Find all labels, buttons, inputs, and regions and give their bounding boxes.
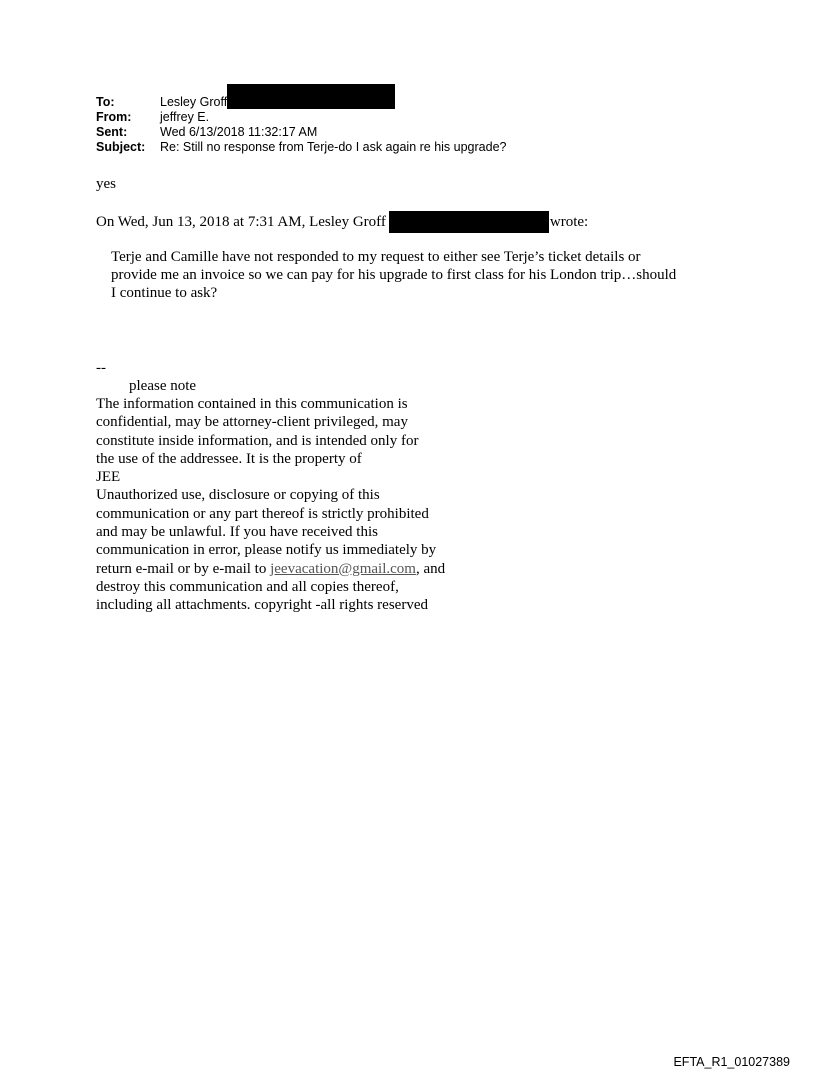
notice-line: including all attachments. copyright -all rights reserved (96, 597, 428, 614)
reply-text: yes (96, 176, 116, 192)
notice-line: The information contained in this communication is (96, 396, 408, 412)
email-suffix: , and (415, 560, 446, 577)
quoted-message (111, 248, 751, 302)
quoted-line: I continue to ask? (111, 285, 218, 301)
quote-wrote: wrote: (549, 214, 589, 230)
signature-note: please note (129, 378, 197, 394)
subject-label: Subject: (96, 140, 146, 154)
email-prefix: return e-mail or by e-mail to (96, 560, 271, 577)
notice-email-line (96, 560, 445, 578)
notice-line: communication in error, please notify us immediately by (96, 542, 437, 559)
header-to-row (96, 95, 506, 110)
redaction-box (227, 84, 395, 109)
header-from-row (96, 110, 506, 125)
notice-line: Unauthorized use, disclosure or copying of this (96, 487, 380, 504)
document-id: EFTA_R1_01027389 (673, 1055, 790, 1069)
from-label: From: (96, 110, 132, 124)
sent-value: Wed 6/13/2018 11:32:17 AM (160, 125, 318, 139)
email-link[interactable]: jeevacation@gmail.com (270, 560, 416, 577)
quoted-line: provide me an invoice so we can pay for his upgrade to first class for his London trip…should (111, 267, 677, 283)
redaction-box (389, 211, 549, 233)
quote-intro: On Wed, Jun 13, 2018 at 7:31 AM, Lesley Groff (96, 214, 386, 230)
header-subject-row (96, 140, 506, 155)
signature-separator: -- (96, 360, 106, 376)
notice-line: the use of the addressee. It is the property of (96, 450, 362, 467)
notice-line: confidential, may be attorney-client privileged, may (96, 414, 408, 431)
from-value: jeffrey E. (160, 110, 210, 124)
notice-line: and may be unlawful. If you have received this (96, 524, 378, 541)
quoted-line: Terje and Camille have not responded to my request to either see Terje’s ticket details or (111, 249, 641, 265)
notice-line: constitute inside information, and is intended only for (96, 432, 419, 449)
confidentiality-notice (96, 395, 445, 615)
notice-line: destroy this communication and all copies thereof, (96, 578, 399, 595)
notice-line: JEE (96, 469, 121, 486)
email-header (96, 95, 506, 155)
to-value: Lesley Groff (160, 95, 228, 109)
sent-label: Sent: (96, 125, 128, 139)
notice-line: communication or any part thereof is strictly prohibited (96, 505, 429, 522)
to-label: To: (96, 95, 115, 109)
quote-intro-line (96, 211, 588, 233)
header-sent-row (96, 125, 506, 140)
subject-value: Re: Still no response from Terje-do I ask again re his upgrade? (160, 140, 507, 154)
